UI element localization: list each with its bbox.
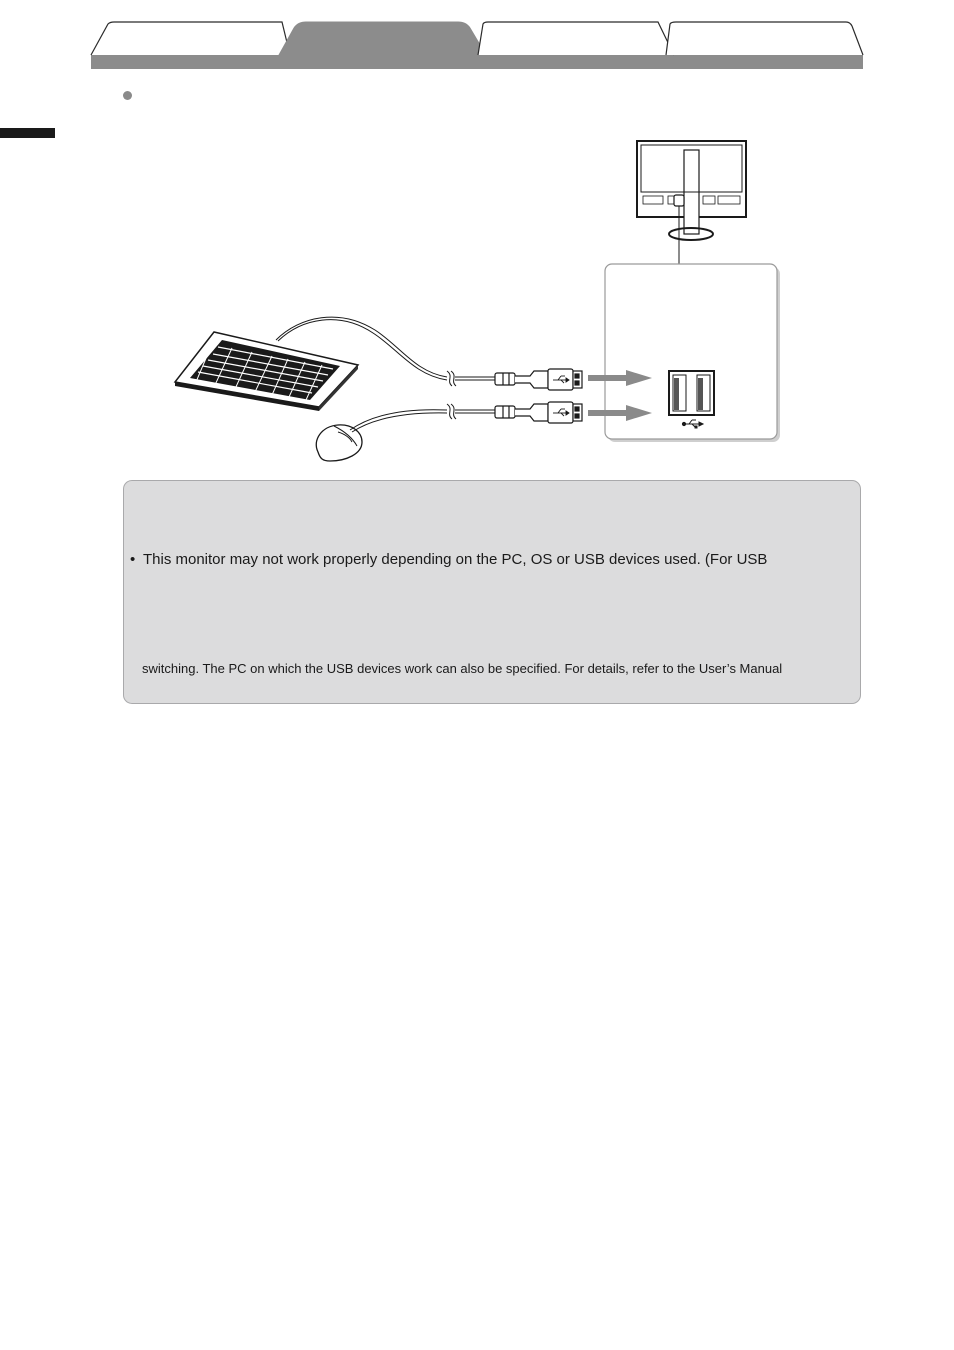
usb-connection-diagram [0,130,954,470]
tab-3-label [490,30,660,50]
tab-bar-strip [91,55,863,69]
note-box [123,480,861,704]
note-text-1: This monitor may not work properly depending on the PC, OS or USB devices used. (For USB [143,551,768,568]
bullet-icon [123,91,132,100]
tab-4-label [680,30,850,50]
mouse-cable [350,404,495,432]
usb-plug-keyboard [495,369,582,390]
keyboard-illustration [175,332,358,411]
usb-plug-mouse [495,402,582,423]
monitor-illustration [637,141,746,264]
tab-2-label [298,30,468,50]
note-bullet-line [130,551,767,568]
note-bullet-icon: • [130,551,136,568]
tab-1-label [110,30,280,50]
note-text-2: switching. The PC on which the USB devices work can also be specified. For details, refer to the User’s Manual [142,661,783,676]
